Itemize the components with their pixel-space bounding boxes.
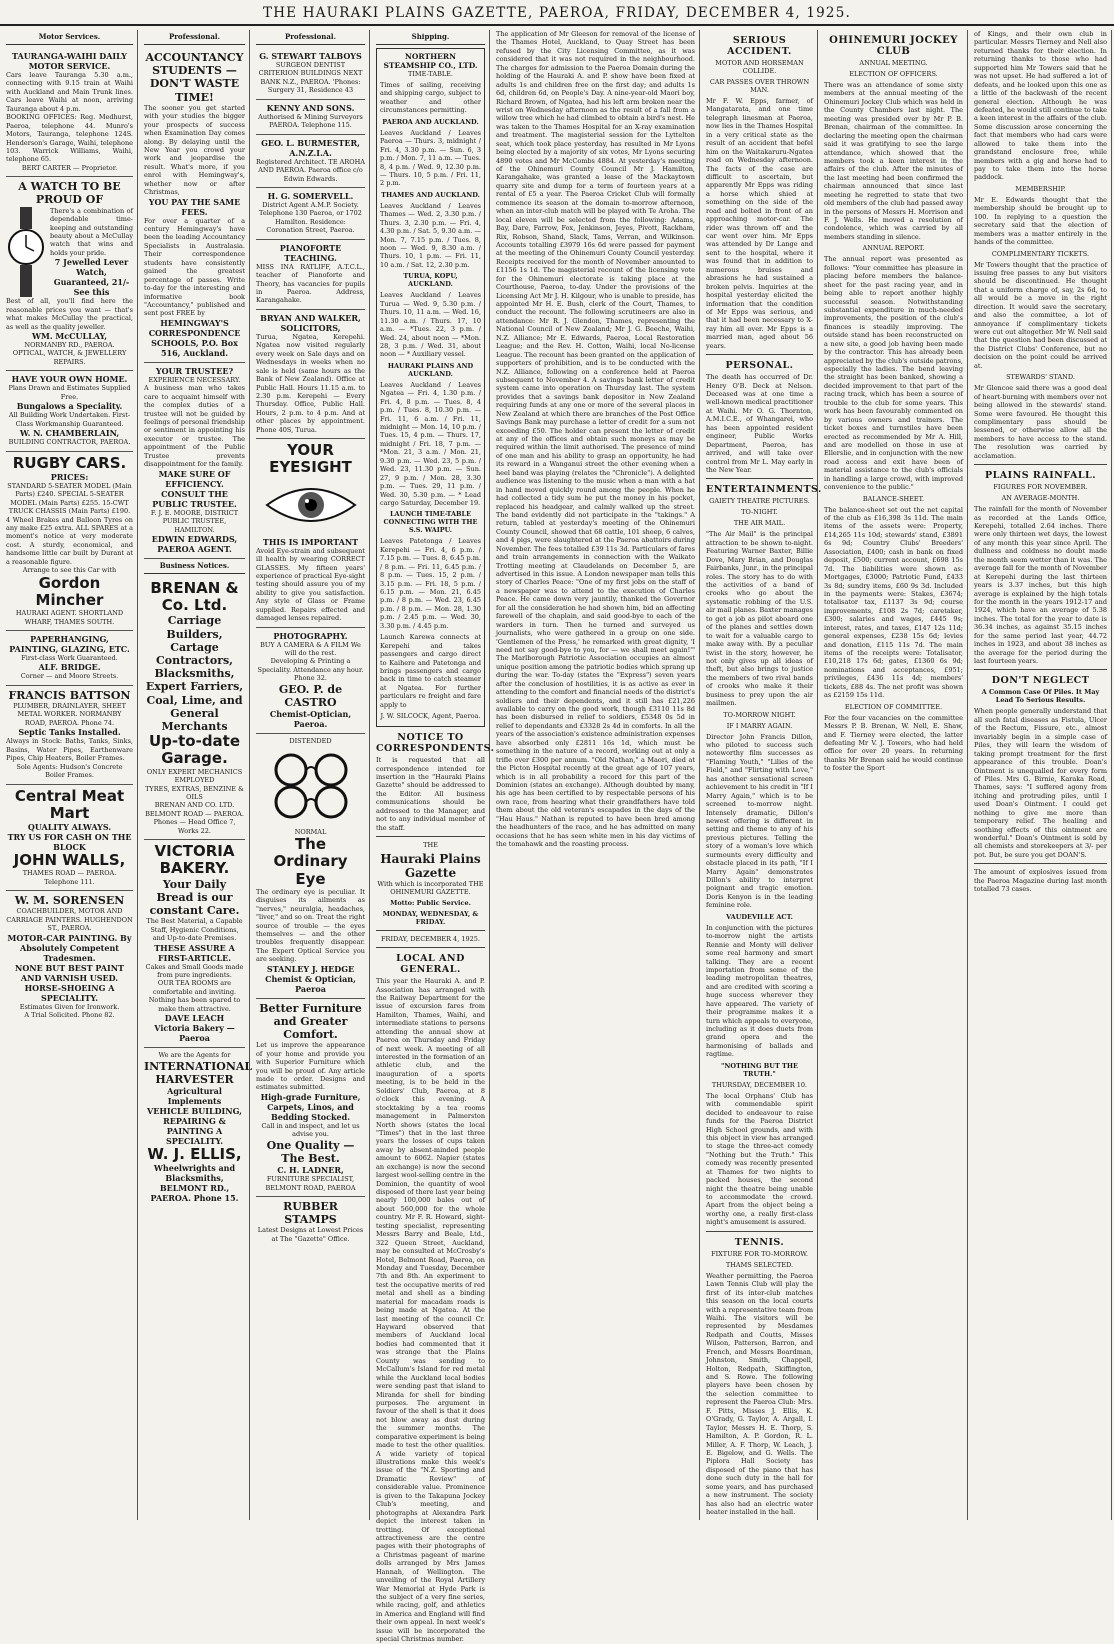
ad-title: RUGBY CARS. — [12, 453, 127, 472]
route-rows: Leaves Auckland / Leaves Thames — Wed. 2, 3.30 p.m. / Thurs. 3, 2.30 p.m. — Fri. 4, 4.30 p.m. / Sat. 5, 9.30 a.m. — Mon. 7, 7.15 p.m. / Tues. 8, noon — Wed. 9, 8.30 a.m. / Thurs. 10, 1 p.m. — Fri. 11, 10 a.m. / Sat. 12, 2.30 p.m. — [380, 201, 481, 269]
ad-sub: First-class Work Guaranteed. — [21, 653, 118, 662]
ad-trade: BUILDING CONTRACTOR, PAEROA. — [8, 438, 131, 447]
ad-sub: TIME-TABLE. — [408, 70, 453, 78]
election-sub: ELECTION OF OFFICERS. — [849, 70, 938, 78]
airmail-heading: THE AIR MAIL. — [733, 519, 786, 528]
ad-staff: The Best Material, a Capable Staff, Hygienic Conditions, and Up-to-date Premises. — [146, 917, 243, 943]
ad-tyres: TYRES, EXTRAS, BENZINE & OILS — [145, 784, 244, 801]
route-rows: Leaves Patetonga / Leaves Kerepehi — Fri. 4, 6 p.m. / 7.15 p.m. — Tues. 8, 6.45 p.m. / 8 p.m. — Fri. 11, 6.45 p.m. / 8 p.m. — Tues. 15, 2 p.m. / 3.15 p.m. — Fri. 18, 5 p.m. / 6.15 p.m. — Mon. 21, 6.45 p.m. / 8 p.m. — Wed. 23, 6.45 p.m. / 8 p.m. — Mon. 28, 1.30 p.m. / 2.45 p.m. — Wed. 30, 3.30 p.m. / 4.45 p.m. — [380, 537, 481, 630]
ad-battson — [6, 686, 133, 785]
ad-stock: Always in Stock: Baths, Tanks, Sinks, Basins, Water Pipes, Earthenware Pipes, Chip Heaters, Boiler Frames. — [6, 737, 133, 763]
ad-list: Carriage Builders, Cartage Contractors, Blacksmiths, Expert Farriers, Coal, Lime, and General Merchants — [145, 614, 244, 733]
ad-address: Corner — and Moore Streets. — [20, 672, 119, 681]
ad-tauranga-waihi — [6, 48, 133, 177]
ad-consult: CONSULT THE PUBLIC TRUSTEE. — [152, 488, 237, 509]
route-turua: TURUA, KOPU, AUCKLAND. — [403, 272, 458, 289]
tennis-selected: THAMS SELECTED. — [725, 1260, 794, 1269]
ad-moore: F. J. E. MOORE, DISTRICT PUBLIC TRUSTEE, HAMILTON. — [150, 508, 239, 534]
ad-stocked: High-grade Furniture, Carpets, Linos, and Bedding Stocked. — [260, 1091, 361, 1122]
section-header-professional: Professional. — [256, 30, 365, 45]
route-rows: Leaves Auckland / Leaves Paeroa — Thurs. 3, midnight / Fri. 4, 3.30 p.m. — Sun. 6, 3 p.m. / Mon. 7, 11 a.m. — Tues. 8, 4 p.m. / Wed. 9, 12.30 p.m. — Thurs. 10, 5 p.m. / Fri. 11, 2 p.m. — [380, 128, 481, 188]
ad-victoria-bakery — [144, 840, 245, 1048]
tomorrow-heading: TO-MORROW NIGHT. — [723, 710, 796, 719]
divider — [376, 930, 485, 931]
rainfall-heading: PLAINS RAINFALL. — [984, 470, 1097, 482]
jockey-body-6: Mr E. Edwards thought that the membership should be brought up to 100. In replying to a question the secretary said that the election of members was a matter entirely in the hands of the committee. — [974, 195, 1107, 247]
ad-bridge — [6, 631, 133, 686]
local-general-body: This year the Hauraki A. and P. Association has arranged with the Railway Department for the issue of excursion fares from Hamilton, Thames, Waihi, and intermediate stations to persons attending the annual show at Paeroa on Thursday and Friday of next week. A meeting of all interested in the formation of an athletic club, and the inauguration of a sports meeting, is to be held in the Soldiers' Club, Paeroa, at 8 o'clock this evening. A stocktaking by a tea rooms management in Palmerston North shows (states the local "Times") that in the last three years the losses of cups taken away by absent-minded people amount to 6062. Napier (states an exchange) is now the second largest wool-selling centre in the Dominion, the quantity of wool disposed of there last year being nearly 100,000 bales out of about 560,000 for the whole country. Mr F. R. Howard, sight-testing specialist, representing Messrs Barry and Beale, Ltd., 322 Queen Street, Auckland, may be consulted at McCrosby's Hotel, Belmont Road, Paeroa, on Monday and Tuesday, December 7th and 8th. An experiment to test the occupative merits of red metal and shell as a binding material for macadam roads is being made at Ngatea. At the last meeting of the council Cr. Hayward observed that members of Auckland local bodies had commented that it was strange that the Plains County was sending to McCallum's Island for red metal while the Auckland local bodies were sending past that island to Miranda for shell for binding purposes. The argument in favour of the shell is that it does not blow away as dust during the summer months. The comparative experiment is being made to test the other qualities. A wide variety of topical illustrations make this week's issue of the "N.Z. Sporting and Dramatic Review" of considerable value. Prominence is given to the Takapuna Jockey Club's meeting, and photographs at Alexandra Park depict the interest taken in trotting. Of exceptional attractiveness are the centre pages with their photographs of a Christmas pageant of marine dolls arranged by Mrs James Hannah, of Wellington. The unveiling of the Royal Artillery War Memorial at Hyde Park is the subject of a very fine series, while racing, golf, and athletics in America and England will find their own appeal. In next week's issue will be incorporated the special Christmas number. — [376, 977, 485, 1644]
vaudeville-body: In conjunction with the pictures to-morrow night the artists Rennie and Monty will deliver some real harmony and smart talking. They are a recent importation from some of the leading metropolitan theatres, and are credited with scoring a huge success wherever they have appeared. The variety of their programme makes it a turn which appeals to everyone, including as it does duets from grand opera and the harmonising of ballads and ragtime. — [706, 923, 813, 1059]
ad-ladner — [256, 999, 365, 1197]
local-general-heading: LOCAL AND GENERAL. — [396, 953, 465, 976]
balance-sheet-sub: BALANCE-SHEET. — [862, 494, 925, 503]
spectacles-icon — [263, 750, 359, 820]
jockey-body-4: For the four vacancies on the committee Messrs P. B. Brenan, W. Nell, E. Shaw, and F. Tierney were elected, the latter defeating Mr V. J. Towers, who had held office for over 20 years. In returning thanks Mr Brenan said he would continue to foster the Sport — [824, 713, 963, 773]
ad-prices: PRICES: — [50, 471, 89, 482]
ad-chamberlain — [6, 371, 133, 451]
ad-trade: HAURAKI AGENT. SHORTLAND WHARF, THAMES SOUTH. — [15, 609, 124, 626]
ad-title: YOUR EYESIGHT — [269, 441, 352, 477]
local-general-continued: The application of Mr Gleeson for removal of the license of the Thames Hotel, Auckland, to Quay Street has been refused by the City Licensing Committee, as it was considered that it was not required in the neighbourhood. The charges for admission to the Paeroa Domain during the holding of the Hauraki A. and P. show have been fixed at adults 1s and children free on the first day; and adults 1s 6d, children 6d, on People's Day. A nine-year-old Maori boy, Richard Brown, of Ngatea, had his left arm broken near the wrist on Wednesday afternoon as the result of a fall from a willow tree which he had climbed to obtain a bird's nest. He was taken to the Thames Hospital for an X-ray examination and treatment. The magisterial session for the Lyttelton seat, which took place yesterday, has resulted in Mr Lyons being elected by a majority of six votes, Mr Lyons securing 4890 votes and Mr McCombs 4884. At yesterday's meeting of the Ohinemuri County Council Mr J. Hamilton, Karangahake, was granted a lease of the Mackaytown quarry site and dump for a term of fourteen years at a rental of £5 a year. The Paeroa Cricket Club will formally commence its season at the domain to-morrow afternoon, when an inter-club match will be played with Te Aroha. The local eleven will be selected from the following: Adams, Bay, Dare, Farrow, Fox, Jenkinson, Jeyes, Pivott, Rackham, Rix, Robson, Shand, Slack, Tams, Verran, and Wilkinson. Accounts totalling £3979 16s 6d were passed for payment at the meeting of the Ohinemuri County Council yesterday. Receipts received for the month of November amounted to £1156 1s 1d. The magisterial recount of the licensing vote for the Ohinemuri electorate is taking place at the Courthouse, Paeroa, to-day. Under the provisions of the Licensing Act Mr J. H. Kilgour, who is unable to preside, has appointed Mr H. E. Bush, clerk of the Court, Thames, to conduct the recount. The following scrutineers are also in attendance: Mr R. J. Glendon, Thames, representing the National Council of New Zealand; Mr J. G. Beeche, Waihi, N.Z. Alliance; Mr E. Edwards, Paeroa, Local Restoration League; and the Rev. H. Cotton, Waihi, local No-license League. The recount has been granted on the application of supporters of prohibition, and is to be conducted with the N.Z. Alliance, following on a conference held at Paeroa subsequent to November 4. A savings bank letter of credit system came into operation on Thursday last. The system provides that a savings bank depositor in New Zealand requiring funds at any one or more of the several places in New Zealand at which there are branches of the Post Office Savings Bank may purchase a letter of credit for a sum not exceeding £50. The holder can present the letter of credit at any of the offices and obtain such moneys as may be required within the limit authorised. The presence of mind of one man and his ability to grasp an opportunity, he had its reward in a Wanganui street the other evening when a heel band was playing (relates the "Chronicle"). A delighted audience was listening to the music when a man with a hat in hand moved quickly round among the people. When he had collected a tidy sum he put the money in his pocket, replaced his headgear, and calmly walked up the street. The band evidently did not participate in the "takings." A return, tabled at yesterday's meeting of the Ohinemuri County Council, showed that 68 cattle, 101 sheep, 6 calves, and 4 pigs, were slaughtered at the Paeroa abattoirs during November. The fees totalled £39 11s 3d. Particulars of fares and train arrangements in connection with the Waikato Trotting meeting at Claudelands on December 5, are advertised in this issue. A London newspaper man tells this story of Charles Peace: "One of my first jobs on the staff of a newspaper was to attend to the execution of Charles Peace. He came down very jauntily, thanked the Governor for all the consideration he had shown him, bid an affecting farewell of the chaplain, and said good-bye to each of the warders in turn. Then he turned and surveyed us journalists, who were gathered in a group on one side. 'Gentlemen of the Press,' he remarked with great dignity, 'I need not say good-bye to you, for — we shall meet again!'" The Marlborough Patriotic Association occupies an almost unique position among the patriotic bodies which sprang up during the war. To-day (states the "Express") seven years after the conclusion of hostilities, it is as active as ever in attending to the comfort and financial needs of the district's soldiers and their dependents, and it still has £21,226 available to carry on the good work, though £3110 11s 8d has been disbursed in relief to soldiers, £5348 0s 5d in relief to dependants and £3328 2s 4d in comforts. In all the years of the association's existence administration expenses have absorbed only £2811 16s 1d, which must be something in the nature of a record, working out at only a trifle over £300 per annum. "Old Nathan," a Maori, died at the Picton Hospital recently at the great age of 107 years, which is in all probability a record for this part of the Dominion (states an exchange). Although doubted by many, his age has been certified to by respectable persons of his own race, from hearing what their grandfathers have told them about the old veteran's escapades in the days of the "Hau Haus." Nathan is reputed to have been bred among the headhunters of the race, and he has admitted on many occasions that he has seen white men in his day victims of the tomahawk and the roasting process. — [496, 30, 695, 848]
ad-title: TAURANGA-WAIHI DAILY MOTOR SERVICE. — [11, 51, 127, 71]
ad-name: JOHN WALLS, — [13, 851, 126, 869]
ad-body: Let us improve the appearance of your home and provide you with Superior Furniture which you will be proud of. Any article made to order. Designs and estimates submitted. — [256, 1041, 365, 1092]
ad-de-castro — [256, 628, 365, 735]
tennis-body: Weather permitting, the Paeroa Lawn Tennis Club will play the first of its inter-club matches this season on the local courts with a representative team from Waihi. The visitors will be represented by Mesdames Redpath and Coutts, Misses Wilson, Patterson, Barron, and French, and Messrs Boardman, Johnston, Smith, Chappell, Holton, Redpath, Skiffington, and S. Rowe. The following players have been chosen by the selection committee to represent the Paeroa Club: Mrs. F. Pitts, Misses J. Ellis, K. O'Grady, G. Taylor, A. Argall, I. Taylor, Messrs H. E. Thorp, S. Hamilton, A. P. Gordon, R. L. Miller, A. F. Thorp, W. Leach, J. E. Bigelow, and G. Wells. The Piplora Hall Society has disposed of the piano that has done such duty in the hall for some years, and has purchased a new instrument. The society has also had an electric water heater installed in the hall. — [706, 1271, 813, 1516]
ad-brenan — [144, 577, 245, 840]
truth-heading: "NOTHING BUT THE TRUTH." — [721, 1061, 798, 1078]
ad-specs-top: DISTENDED — [289, 737, 332, 746]
jockey-body-2: The annual report was presented as follows: "Your committee has pleasure in placing before members the balance-sheet for the past racing year, and in being able to report another highly successful season. Notwithstanding substantial expenditure in much-needed improvements, the position of the club's finances is steadily improving. The outside stand has been reconstructed on a new site, a good job having been made by the contractor. This has already been appreciated by the club's outside patrons, especially the ladies. The bend leaving the straight has been banked, showing a decided improvement to that part of the racing track, which has been a source of trouble to the club for some years. This work has been favourably commented on by various owners and trainers. The ticket boxes and turnstiles have been erected as recommended by Mr A. Hill, and are modelled on those in use at Ellerslie, and in conjunction with the new road access and exit have been of material assistance to the club's officials in handling a large crowd, with improved convenience to the public." — [824, 255, 963, 492]
column-4 — [372, 30, 495, 1644]
ad-body-2: For over a quarter of a century Hemingway's have been the leading Accountancy Specialists in Australasia. Their correspondence students have consistently gained the greatest percentage of passes. Write to-day for the interesting and informative book "Accountancy," published and sent post FREE by — [144, 216, 245, 318]
notice-body: It is requested that all correspondence intended for insertion in the "Hauraki Plains Gazette" should be addressed to the Editor. All business communications should be addressed to the Manager, and not to any individual member of the staff. — [376, 756, 485, 832]
divider — [706, 354, 813, 355]
ad-proprietor: BERT CARTER — Proprietor. — [21, 163, 118, 172]
ad-offer: 7 Jewelled Lever Watch, Guaranteed, 21/- See this — [53, 257, 130, 298]
ad-body-2: Best of all, you'll find here the reasonable prices you want — that's what makes McCullay the practical, as well as the quality jeweller. — [6, 297, 133, 331]
ad-specs-bottom: NORMAL — [294, 827, 327, 836]
gazette-motto: Motto: Public Service. — [390, 899, 471, 908]
ad-name: G. STEWART TALBOYS — [259, 51, 362, 61]
jockey-body-1: There was an attendance of some sixty members at the annual meeting of the Ohinemuri Jockey Club which was held in the County Chambers last night. The meeting was presided over by Mr P. B. Brenan, chairman of the committee. In declaring the meeting open the chairman said it was gratifying to see the large attendance, which showed that the members took a keen interest in the affairs of the club. After the minutes of the last meeting had been confirmed the chairman announced that since last meeting he regretted to state that two old members of the club had passed away in the persons of Messrs H. Morrison and F. J. Wells. He moved a resolution of condolence, which was carried by all members standing in silence. — [824, 81, 963, 241]
ad-address: FURNITURE SPECIALIST, BELMONT ROAD, PAEROA — [265, 1175, 356, 1192]
column-5 — [492, 30, 700, 1520]
ad-name: GEO. L. BURMESTER, A.N.Z.I.A. — [261, 137, 360, 158]
section-header-professional: Professional. — [144, 30, 245, 45]
ad-address: CRITERION BUILDINGS NEXT BANK N.Z., PAEROA. 'Phones: Surgery 31, Residence 43 — [258, 69, 363, 95]
ad-exp: EXPERIENCE NECESSARY. — [148, 375, 241, 384]
ad-title: YOUR TRUSTEE? — [155, 365, 234, 376]
section-header-business: Business Notices. — [144, 559, 245, 574]
ad-building: All Building Work Undertaken. First-Class Workmanship Guaranteed. — [8, 411, 131, 428]
tonight-heading: TO-NIGHT. — [741, 508, 778, 517]
ad-sure: MAKE SURE OF EFFICIENCY. — [158, 468, 231, 489]
ad-body: A business man who takes care to acquaint himself with the complex duties of a trustee will not be guided by feelings of personal friendship or sentiment in appointing his executor or trustee. The appointment of the Public Trustee prevents disappointment for the family. — [144, 384, 245, 469]
ad-trade: COACHBUILDER, MOTOR AND CARRIAGE PAINTERS. HUGHENDON ST., PAEROA. — [6, 907, 133, 933]
divider — [974, 464, 1107, 465]
column-2 — [140, 30, 253, 1520]
divider — [376, 836, 485, 837]
ad-iron: Estimates Given for Ironwork. — [19, 1002, 120, 1011]
ad-address: NORMANBY RD., PAEROA. — [24, 341, 115, 349]
serious-accident-heading: SERIOUS ACCIDENT. — [727, 35, 792, 57]
ad-body: The sooner you get started with your studies the bigger your prospects of success when Examination Day comes along. By delaying until the New Year you crowd your work and jeopardise the result. What's more, if you enrol with Hemingway's, whether now or after Christmas, — [144, 103, 245, 197]
ad-title: The Ordinary Eye — [273, 835, 348, 888]
rainfall-body: The rainfall for the month of November as recorded at the Lands Office, Kerepehi, totalled 2.64 inches. There were only thirteen wet days, the lowest of any month this year since April. The dullness and coldness no doubt made the month seem wetter than it was. The average fall for the month of November at Kerepehi during the last thirteen years is 3.37 inches, but this high average is explained by the high totals for the month in the years 1912-17 and 1924, which have an average of 5.38 inches. The total for the year to date is 36.34 inches, as against 35.15 inches for the same period last year, 44.72 inches in 1923, and about 38 inches as the average for the period during the last fourteen years. — [974, 505, 1107, 665]
piles-sub: A Common Case Of Piles. It May Lead To Serious Results. — [981, 688, 1100, 705]
ad-address: THAMES ROAD — PAEROA. Telephone 111. — [22, 869, 117, 886]
ad-edwards: EDWIN EDWARDS, PAEROA AGENT. — [151, 533, 238, 554]
entertainments-heading: ENTERTAINMENTS. — [706, 484, 822, 496]
ad-watch — [6, 177, 133, 371]
ad-rubber-stamps — [256, 1197, 365, 1247]
serious-accident-sub: MOTOR AND HORSEMAN COLLIDE. — [715, 59, 804, 75]
ad-trade: PLUMBER, DRAINLAYER, SHEET METAL WORKER. NORMANBY ROAD, PAEROA. Phone 74. — [13, 702, 126, 727]
launch-body: Launch Karewa connects at Kerepehi and takes passengers and cargo direct to Kaihere and Patetonga and brings passengers and cargo back in time to catch steamer at Ngatea. For further particulars re freight and fare apply to — [380, 633, 481, 709]
jockey-club-heading: OHINEMURI JOCKEY CLUB — [829, 35, 958, 57]
ad-trial: A Trial Solicited. Phone 82. — [24, 1011, 115, 1020]
ad-fees: YOU PAY THE SAME FEES. — [148, 196, 241, 217]
ad-title: A WATCH TO BE PROUD OF — [18, 180, 121, 207]
ad-name: FRANCIS BATTSON — [8, 688, 131, 702]
ad-paint: NONE BUT BEST PAINT AND VARNISH USED. — [15, 962, 124, 983]
ad-septic: Septic Tanks Installed. — [18, 727, 121, 738]
personal-heading: PERSONAL. — [725, 360, 794, 372]
ad-name: W. J. ELLIS, — [147, 1144, 242, 1163]
ad-name: H. G. SOMERVELL. — [267, 190, 354, 201]
ad-quality: QUALITY ALWAYS. — [27, 822, 112, 832]
serious-accident-body: Mr F. W. Epps, farmer, of Mangatarata, and one time telegraph linesman at Paeroa, now lies in the Thames Hospital in a very critical state as the result of an accident that befel him on the Waitakaruru-Ngatea road on Wednesday afternoon. The facts of the case are difficult to ascertain, but apparently Mr Epps was riding a horse which shied at something on the side of the road and bolted in front of an approaching motor-car. The rider was thrown off and the car went over him. Mr Epps was attended by Dr Lange and sent to the hospital, where it was found that in addition to numerous bruises and abrasions he had sustained a broken pelvis. Inquiries at the hospital yesterday elicited the information that the condition of Mr Epps was serious, and that it had been necessary to X-ray him all over. Mr Epps is a married man, aged about 56 years. — [706, 97, 813, 350]
ad-title: PHOTOGRAPHY. — [273, 630, 348, 641]
divider — [974, 863, 1107, 864]
complimentary-sub: COMPLIMENTARY TICKETS. — [991, 249, 1090, 258]
ad-trade: Chemist-Optician, Paeroa. — [269, 709, 352, 730]
ad-try: TRY US FOR CASH ON THE BLOCK — [7, 832, 132, 852]
ad-trade: Authorised & Mining Surveyors PAEROA. Telephone 115. — [258, 112, 363, 130]
rainfall-sub: FIGURES FOR NOVEMBER. — [993, 483, 1088, 492]
ad-develop: Developing & Printing a Speciality. Attendance any hour. Phone 32. — [257, 657, 364, 683]
election-committee-sub: ELECTION OF COMMITTEE. — [844, 702, 943, 711]
ad-name: C. H. LADNER, — [277, 1165, 344, 1176]
ad-sole: Sole Agents: Hudson's Concrete Boiler Frames. — [16, 762, 123, 780]
ad-name: W. N. CHAMBERLAIN, — [19, 428, 120, 439]
ad-title: VICTORIA BAKERY. — [154, 842, 235, 878]
ad-body: Turua, Ngatea, Kerepehi. Ngatea now visited regularly every week on Sale days and on Wednesdays in weeks when no sale is held (same hours as the Bank of New Zealand). Office at Public Hall. Hours 11.15 a.m. to 2.30 p.m. Kerepehi — Every Thursday. Office, Public Hall. Hours, 2 p.m. to 4 p.m. And at other places by appointment. Phone 40S, Turua. — [256, 332, 365, 434]
ad-arrange: Arrange to see this Car with — [22, 566, 117, 575]
ad-tea: OUR TEA ROOMS are comfortable and inviting. Nothing has been spared to make them attractive. — [148, 979, 241, 1013]
ad-name: W. M. SORENSEN — [14, 894, 125, 908]
ad-eyesight — [256, 439, 365, 627]
ad-name: ALF. BRIDGE. — [38, 662, 101, 673]
divider — [376, 947, 485, 948]
ad-mechanics: ONLY EXPERT MECHANICS EMPLOYED — [146, 767, 243, 785]
tennis-heading: TENNIS. — [734, 1236, 785, 1248]
ad-horse: HORSE-SHOEING A SPECIALITY. — [24, 982, 115, 1003]
route-hauraki-plains: HAURAKI PLAINS AND AUCKLAND. — [387, 361, 474, 378]
ad-title: Better Furniture and Greater Comfort. — [259, 1001, 362, 1042]
ad-school: HEMINGWAY'S CORRESPONDENCE SCHOOLS, P.O. Box 516, Auckland. — [148, 317, 241, 358]
divider — [706, 478, 813, 479]
jockey-body-8: Mr Glencoe said there was a good deal of heart-burning with members over not being allowed in the stewards' stand. Some were favoured. He thought this complimentary pass should be lessened, or otherwise allow all the members to have access to the stand. The resolution was carried by acclamation. — [974, 384, 1107, 460]
ad-sorensen — [6, 891, 133, 1023]
ad-camera: BUY A CAMERA & A FILM We will do the rest. — [260, 640, 361, 657]
ad-plans: Plans Drawn and Estimates Supplied Free. — [8, 384, 131, 401]
ad-agents: We are the Agents for — [158, 1051, 231, 1060]
ad-agri: Agricultural Implements — [167, 1085, 222, 1106]
tennis-fixture: FIXTURE FOR TO-MORROW. — [711, 1249, 808, 1258]
ad-body: There's a combination of dependable time-keeping and outstanding beauty about a McCullay watch that wins and holds your pride. — [50, 206, 133, 257]
ad-burmester — [256, 135, 365, 188]
ad-important: THIS IS IMPORTANT — [262, 536, 359, 547]
ad-body: MISS INA RATLIFF, A.T.C.L., teacher of Pianoforte and Theory, has vacancies for pupils in Paeroa. Address, Karangahake. — [256, 262, 365, 305]
ad-harvester: INTERNATIONAL HARVESTER — [144, 1059, 253, 1086]
route-thames-auckland: THAMES AND AUCKLAND. — [381, 190, 480, 199]
ad-garage: Up-to-date Garage. — [148, 732, 241, 768]
ad-name: STANLEY J. HEDGE — [266, 963, 355, 974]
gazette-days: MONDAY, WEDNESDAY, & FRIDAY. — [382, 910, 479, 927]
ad-trade: Registered Architect. TE AROHA AND PAEROA. Paeroa office c/o Edwin Edwards. — [256, 157, 365, 183]
ad-title: ACCOUNTANCY STUDENTS — DON'T WASTE TIME! — [145, 51, 244, 104]
route-rows: Leaves Auckland / Leaves Turua — Wed. 9, 5.30 p.m. / Thurs. 10, 11 a.m. — Wed. 16, 11.30 a.m. / Thurs. 17, 10 a.m. — *Tues. 22, 3 p.m. / Wed. 24, about noon — *Mon. 28, 3 p.m. / Wed. 31, about noon — * Auxiliary vessel. — [380, 291, 481, 359]
ad-title: PAPERHANGING, PAINTING, GLAZING, ETC. — [9, 633, 130, 654]
stewards-sub: STEWARDS' STAND. — [1006, 373, 1075, 382]
agent: J. W. SILCOCK, Agent, Paeroa. — [380, 712, 481, 721]
ad-quality: One Quality — The Best. — [266, 1138, 355, 1165]
column-8 — [970, 30, 1112, 1520]
ad-hemingway — [144, 48, 245, 363]
membership-sub: MEMBERSHIP. — [1015, 184, 1066, 193]
ad-body: The ordinary eye is peculiar. It disguises its ailments as "nerves," neuralgia, headaches, "liver," and so on. Treat the right source of trouble — the eyes themselves — and the other troubles frequently disappear. The Expert Optical Service you are seeking. — [256, 887, 365, 964]
marry-body: Director John Francis Dillon, who piloted to success such noteworthy film successes as "Flaming Youth," "Lilies of the Field," and "Flirting with Love," has another sensational screen achievement to his credit in "If I Marry Again," which is to be screened to-morrow night. Intensely dramatic, Dillon's newest offering is different in setting and theme to any of his previous pictures. Telling the story of a woman's love which surmounts every difficulty and obstacle placed in its path, "If I Marry Again" demonstrates Dillon's ability to interpret poignant and tragic emotion. Doris Kenyon is in the leading feminine role. — [706, 732, 813, 910]
column-7 — [820, 30, 968, 1520]
ad-vehicle: VEHICLE BUILDING, REPAIRING & PAINTING A SPECIALITY. — [147, 1105, 242, 1146]
ad-name: GEO. P. de CASTRO — [278, 682, 343, 709]
ad-title: PIANOFORTE TEACHING. — [279, 242, 342, 263]
route-rows: Leaves Auckland / Leaves Ngatea — Fri. 4, 1.30 p.m. / Fri. 4, 8 p.m. — Tues. 8, 4 p.m. / Tues. 8, 10.30 p.m. — Fri. 11, 6 a.m. / Fri. 11, midnight — Mon. 14, 10 p.m. / Tues. 15, 4 p.m. — Thurs. 17, midnight / Fri. 18, 7 p.m. — *Mon. 21, 3 a.m. / Mon. 21, 9.30 p.m. — Wed. 23, 5 p.m. / Wed. 23, 11.30 p.m. — Sun. 27, 9 p.m. / Mon. 28, 3.30 p.m. — Tues. 29, 11 p.m. / Wed. 30, 5.30 p.m. — * Lead cargo Saturday, December 19. — [380, 380, 481, 507]
ad-title: Central Meat Mart — [14, 786, 125, 822]
jockey-body-7: Mr Towers thought that the practice of issuing free passes to any but visitors should be discontinued. He thought that a uniform charge of, say, 2s 6d, to all would be a move in the right direction. It would save the secretary, and also the committee, a lot of annoyance if complimentary tickets were cut out altogether. Mr W. Nell said that the question had been discussed at the District Clubs' Conference, but no decision on the point could be arrived at. — [974, 260, 1107, 370]
ad-speciality: Bungalows a Speciality. — [16, 401, 123, 412]
ad-call: Call in and inspect, and let us advise you. — [261, 1121, 360, 1139]
ad-talboys — [256, 48, 365, 100]
ad-name: WM. McCULLAY, — [31, 331, 107, 341]
ad-hedge — [256, 734, 365, 999]
ad-meat-mart — [6, 785, 133, 892]
ad-painting: MOTOR-CAR PAINTING. By Absolutely Competent Tradesmen. — [7, 932, 132, 963]
section-header-motor: Motor Services. — [6, 30, 133, 45]
ad-title: RUBBER STAMPS — [283, 1200, 338, 1227]
ad-name: BRYAN AND WALKER, SOLICITORS, — [260, 312, 361, 333]
ad-kenny — [256, 100, 365, 135]
ad-name: DAVE LEACH — [164, 1013, 225, 1024]
ad-name: KENNY AND SONS. — [266, 102, 355, 113]
jockey-body-3: The balance-sheet set out the net capital of the club as £16,398 3s 11d. The main items of the assets were: Property, £14,265 11s 10d; stewards' stand, £3891 6s 9d; Country Clubs' Breeders' Association, £400; cash in bank on fixed deposit, £500; current account, £698 15s 7d. The liabilities were shown as: Mortgages, £3000; Patriotic Fund, £433 3s 8d; sundry items, £60 9s 3d. Included in the payments were: Stakes, £3674; totalisator tax, £1137 3s 9d; course improvements, £108 2s 7d; caretaker, £300; salaries and wages, £445 9s; interest, rates, and taxes, £147 12s 11d; general expenses, £238 15s 6d; levies and donation, £115 11s 7d. The main items of the receipts were: Totalisator, £10,218 17s 6d; gates, £1360 6s 9d; nominations and acceptances, £951; privileges, £436 11s 4d; members' tickets, £88 4s. The net profit was shown as £2159 15s 11d. — [824, 505, 963, 700]
jockey-body-5: of Kings, and their own club in particular. Messrs Tierney and Nell also returned thanks for their election. In returning thanks to those who had supported him Mr Towers said that he was not upset. He had suffered a lot of defeats, and he looked upon this one as a little of the backwash of the recent general election. Although he was defeated, he would still continue to take a keen interest in the affairs of the club. Some discussion arose concerning the fact that members who had cars were allowed to take them into the grandstand enclosure free, while members with a gig and horse had to pay to take them into the horse paddock. — [974, 30, 1107, 182]
annual-meeting-sub: ANNUAL MEETING. — [859, 59, 928, 67]
explosives-body: The amount of explosives issued from the Paeroa Magazine during last month totalled 73 cases. — [974, 868, 1107, 894]
ad-ellis — [144, 1048, 253, 1207]
piles-body: When people generally understand that all such fatal diseases as Fistula, Ulcer of the Rectum, Fissure, etc., almost invariably begin in a simple case of Piles, they will learn the wisdom of taking prompt treatment for the first appearance of this trouble. Doan's Ointment is unequalled for every form of Piles. Mrs G. Birnie, Karaka Road, Thames, says: "I suffered agony from itching and protruding piles, until I used Doan's Ointment. I could get nothing to give me more than temporary relief. The healing and soothing effects of this ointment are wonderful." Doan's Ointment is sold by all chemists and storekeepers at 3/- per pot. But, be sure you get DOAN'S. — [974, 707, 1107, 859]
ad-sub: Latest Designs at Lowest Prices at The "Gazette" Office. — [257, 1226, 364, 1243]
shipping-timetable — [376, 48, 485, 727]
ad-body: 4 Wheel Brakes and Balloon Tyres on any make £25 extra. ALL SPARES at a moment's notice at very moderate cost. A sturdy, economical, and handsome little car built by Durant at a reasonable figure. — [6, 515, 133, 566]
ad-title: NORTHERN STEAMSHIP CO., LTD. — [383, 52, 478, 70]
annual-report-sub: ANNUAL REPORT. — [862, 244, 925, 253]
vaudeville-heading: VAUDEVILLE ACT. — [726, 912, 793, 921]
ad-trade: Wheelwrights and Blacksmiths, BELMONT RD., PAEROA. Phone 15. — [150, 1163, 239, 1204]
ad-rugby-cars — [6, 452, 133, 631]
ad-body: Cars leave Tauranga 5.30 a.m., connecting with 9.15 train at Waihi with Auckland and Main Trunk lines. Cars leave Waihi at noon, arriving Tauranga about 4 p.m. — [6, 71, 133, 113]
serious-accident-sub-2: CAR PASSES OVER THROWN MAN. — [709, 78, 810, 94]
route-launch: LAUNCH TIME-TABLE CONNECTING WITH THE S.S. WAIPU. — [383, 510, 478, 535]
ad-cakes: Cakes and Small Goods made from pure ingredients. — [145, 962, 244, 979]
gazette-the: THE — [423, 841, 438, 850]
ad-trade: Chemist & Optician, Paeroa — [265, 973, 356, 994]
marry-heading: IF I MARRY AGAIN. — [726, 721, 793, 730]
column-1 — [2, 30, 138, 1520]
watch-illustration — [6, 207, 46, 297]
eye-icon — [263, 481, 359, 529]
column-3 — [252, 30, 370, 1520]
column-6 — [702, 30, 822, 1520]
ad-trade: District Agent A.M.P. Society. Telephone 130 Paeroa, or 1702 Hamilton. Residence: Coronation Street, Paeroa. — [259, 200, 362, 235]
truth-body: The local Orphans' Club has with commendable spirit decided to endeavour to raise funds for the Paeroa District High School grounds, and with this object in view has arranged to stage the three-act comedy "Nothing but the Truth." This comedy was recently presented at Thames for two nights to packed houses, the second night the theatre being unable to accommodate the crowd. Apart from the object being a worthy one, a really first-class night's amusement is assured. — [706, 1091, 813, 1227]
truth-date: THURSDAY, DECEMBER 10. — [711, 1080, 808, 1089]
ad-price-list: STANDARD 5-SEATER MODEL (Main Parts) £240. SPECIAL 5-SEATER MODEL (Main Parts) £255. 15-CWT TRUCK CHASSIS (Main Parts) £190. — [7, 481, 132, 516]
notice-heading: NOTICE TO CORRESPONDENTS. — [376, 732, 495, 755]
ad-body: Avoid Eye-strain and subsequent ill health by wearing CORRECT GLASSES. My fifteen years' experience of practical Eye-sight testing should assure you of my ability to give you satisfaction. Any style of Glass or Frame supplied. Repairs effected and damaged lenses repaired. — [256, 546, 365, 623]
divider — [974, 669, 1107, 670]
section-header-shipping: Shipping. — [376, 30, 485, 45]
divider — [706, 1231, 813, 1232]
gazette-nameplate: Hauraki Plains Gazette — [380, 852, 481, 881]
rainfall-sub-2: AN AVERAGE-MONTH. — [1001, 494, 1080, 503]
ad-address: BRENAN AND CO. LTD. BELMONT ROAD — PAEROA. Phones — Head Office 7, Works 22. — [145, 801, 244, 835]
ad-body: Times of sailing, receiving and shipping cargo, subject to weather and other circumstances permitting. — [380, 81, 481, 115]
ad-bryan-walker — [256, 310, 365, 439]
ad-name: Gordon Mincher — [35, 573, 104, 609]
ad-public-trustee — [144, 363, 245, 559]
ad-address: Victoria Bakery — Paeroa — [154, 1023, 235, 1044]
neglect-heading: DON'T NEGLECT — [991, 675, 1090, 687]
ad-booking: BOOKING OFFICES: Reg. Medhurst, Paeroa, telephone 44. Munro's Motors, Tauranga, telephone 124S. Henderson's Garage, Waihi, telephone 103. Warrick Williams, Waihi, telephone 65. — [6, 113, 133, 164]
ad-title: HAVE YOUR OWN HOME. — [11, 374, 128, 385]
ad-trade: OPTICAL, WATCH, & JEWELLERY REPAIRS. — [12, 349, 127, 366]
ad-title: BRENAN & Co. Ltd. — [150, 578, 239, 615]
ad-somervell — [256, 188, 365, 240]
ad-bread: Your Daily Bread is our constant Care. — [149, 877, 240, 917]
ad-trade: SURGEON DENTIST — [275, 61, 346, 69]
gaiety-heading: GAIETY THEATRE PICTURES. — [709, 497, 810, 506]
gazette-date: FRIDAY, DECEMBER 4, 1925. — [381, 935, 480, 944]
ad-assure: THESE ASSURE A FIRST-ARTICLE. — [154, 942, 235, 963]
gazette-incorporated: With which is incorporated THE OHINEMURI GAZETTE. — [377, 880, 484, 897]
airmail-body: "The Air Mail" is the principal attraction to be shown to-night. Featuring Warner Baxter, Billie Dove, Mary Brian, and Douglas Fairbanks, Junr., in the principal roles. The story has to do with the activities of a band of crooks who go about the systematic robbing of the U.S. air mail planes. Baxter manages to get a job as pilot aboard one of the planes and settles down to wait for a valuable cargo to make away with. By a peculiar twist in the story, however, he not only gives up all ideas of theft, but also brings to justice the members of two rival bands of crooks who make it their business to prey upon the air mailmen. — [706, 530, 813, 708]
route-paeroa-auckland: PAEROA AND AUCKLAND. — [382, 117, 479, 126]
masthead — [0, 0, 1114, 26]
masthead-title: THE HAURAKI PLAINS GAZETTE, PAEROA, FRIDAY, DECEMBER 4, 1925. — [263, 5, 851, 21]
personal-body: The death has occurred of Dr. Henry O'B. Deck at Nelson. Deceased was at one time a well-known medical practitioner at Waihi. Mr O. G. Thornton, A.M.I.C.E., of Whangarei, who has been appointed resident engineer, Public Works Department, Paeroa, has arrived, and will take over control from Mr L. May early in the New Year. — [706, 373, 813, 474]
ad-ratliff — [256, 240, 365, 310]
